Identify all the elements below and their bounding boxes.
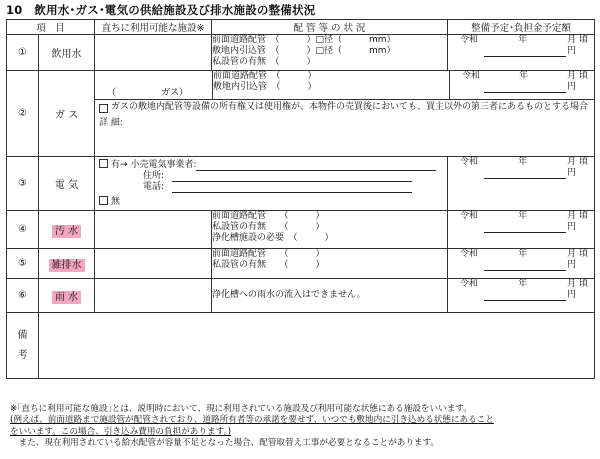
situation-line: 敷地内引込管 （ ）□径（ mm） (212, 46, 396, 56)
available-cell[interactable] (95, 249, 212, 279)
situation-line: 私設管の有無 （ ） (212, 222, 325, 232)
header-row (7, 20, 595, 35)
situation-cell (212, 249, 448, 279)
amount-field[interactable] (484, 83, 566, 93)
situation-line: 浄化槽施設の必要 （ ） (212, 233, 334, 243)
row-number: ① (7, 35, 39, 71)
third-party-checkbox[interactable] (99, 104, 108, 113)
section-title (6, 2, 315, 18)
row-water (7, 35, 595, 71)
footnote (10, 404, 594, 450)
remarks-label: 備 考 (7, 313, 39, 379)
row-rain (7, 279, 595, 313)
remarks-cell[interactable] (39, 313, 595, 379)
amount-field[interactable] (484, 223, 566, 233)
situation-line: 敷地内引込管 （ ） (213, 82, 317, 92)
header-schedule: 整備予定･負担金予定額 (448, 20, 595, 35)
row-number: ③ (7, 157, 39, 211)
item-label: ガ ス (39, 71, 95, 157)
facility-table (6, 19, 595, 379)
situation-cell (212, 279, 448, 313)
situation-line: 前面道路配管 （ ） (212, 211, 325, 221)
footnote-line: (例えば、前面道路まで施設管が配管されており、道路所有者等の承諾を要せず、いつでも敷地内に引き込める状態にあること (10, 415, 494, 426)
schedule-cell[interactable]: 令和 年 月 頃 円 (448, 279, 595, 313)
row-gas (7, 71, 595, 157)
situation-line: 前面道路配管 （ ） (212, 249, 325, 259)
row-number: ④ (7, 211, 39, 249)
situation-cell (212, 35, 448, 71)
amount-field[interactable] (484, 291, 566, 301)
item-label: 雨 水 (52, 291, 81, 304)
available-cell[interactable] (95, 35, 212, 71)
situation-line: 私設管の有無 （ ） (212, 260, 325, 270)
item-label: 飲用水 (39, 35, 95, 71)
gas-cell: （ ガス） 前面道路配管 （ ） 敷地内引込管 （ ） 令和 年 月 頃 円 ガスの敷地内配管等設備の所有権又は使用権が、本物件の売買後においても、買主以外の第三者にあるものとする場合 詳 細: (95, 71, 595, 157)
header-situation: 配 管 等 の 状 況 (212, 20, 448, 35)
rain-note: 浄化槽への雨水の流入はできません。 (212, 290, 366, 300)
row-remarks (7, 313, 595, 379)
situation-line: 私設管の有無 （ ） (212, 57, 316, 67)
item-label: 雑排水 (49, 259, 85, 272)
header-item: 項 目 (7, 20, 95, 35)
section-title-text: 飲用水･ガス･電気の供給施設及び排水施設の整備状況 (34, 3, 316, 17)
gas-type[interactable]: （ ガス） (107, 88, 189, 98)
item-label: 汚 水 (52, 225, 81, 238)
gas-detail-label: 詳 細: (99, 118, 123, 128)
row-electric (7, 157, 595, 211)
row-number: ② (7, 71, 39, 157)
situation-line: 前面道路配管 （ ）□径（ mm） (212, 35, 396, 45)
gas-note: ガスの敷地内配管等設備の所有権又は使用権が、本物件の売買後においても、買主以外の第三者にあるものとする場合 (111, 102, 589, 112)
available-cell[interactable] (95, 279, 212, 313)
schedule-cell[interactable]: 令和 年 月 頃 円 (448, 211, 595, 249)
schedule-cell[interactable]: 令和 年 月 頃 円 (448, 249, 595, 279)
electric-yes-checkbox[interactable] (99, 159, 108, 168)
footnote-line: をいいます。この場合、引き込み費用の負担があります。) (10, 426, 232, 437)
row-number: ⑥ (7, 279, 39, 313)
row-sewage (7, 211, 595, 249)
section-number: 10 (6, 3, 23, 17)
situation-cell (212, 211, 448, 249)
amount-field[interactable] (484, 261, 566, 271)
row-misc (7, 249, 595, 279)
amount-field[interactable] (484, 47, 566, 57)
electric-cell: 有→ 小売電気事業者: 住所: 電話: 無 (95, 157, 448, 211)
schedule-cell[interactable]: 令和 年 月 頃 円 (448, 35, 595, 71)
header-available: 直ちに利用可能な施設※ (95, 20, 212, 35)
amount-field[interactable] (484, 169, 566, 179)
item-label: 電 気 (39, 157, 95, 211)
schedule-cell[interactable]: 令和 年 月 頃 円 (448, 157, 595, 211)
footnote-line: ※｢直ちに利用可能な施設｣とは、説明時において、現に利用されている施設及び利用可能な状態にある施設をいいます。 (10, 404, 472, 414)
available-cell[interactable] (95, 211, 212, 249)
situation-line: 前面道路配管 （ ） (213, 71, 317, 81)
footnote-line: また、現在利用されている給水配管が容量不足となった場合、配管取替え工事が必要となることがあります。 (10, 438, 440, 449)
row-number: ⑤ (7, 249, 39, 279)
electric-no-checkbox[interactable] (99, 196, 108, 205)
